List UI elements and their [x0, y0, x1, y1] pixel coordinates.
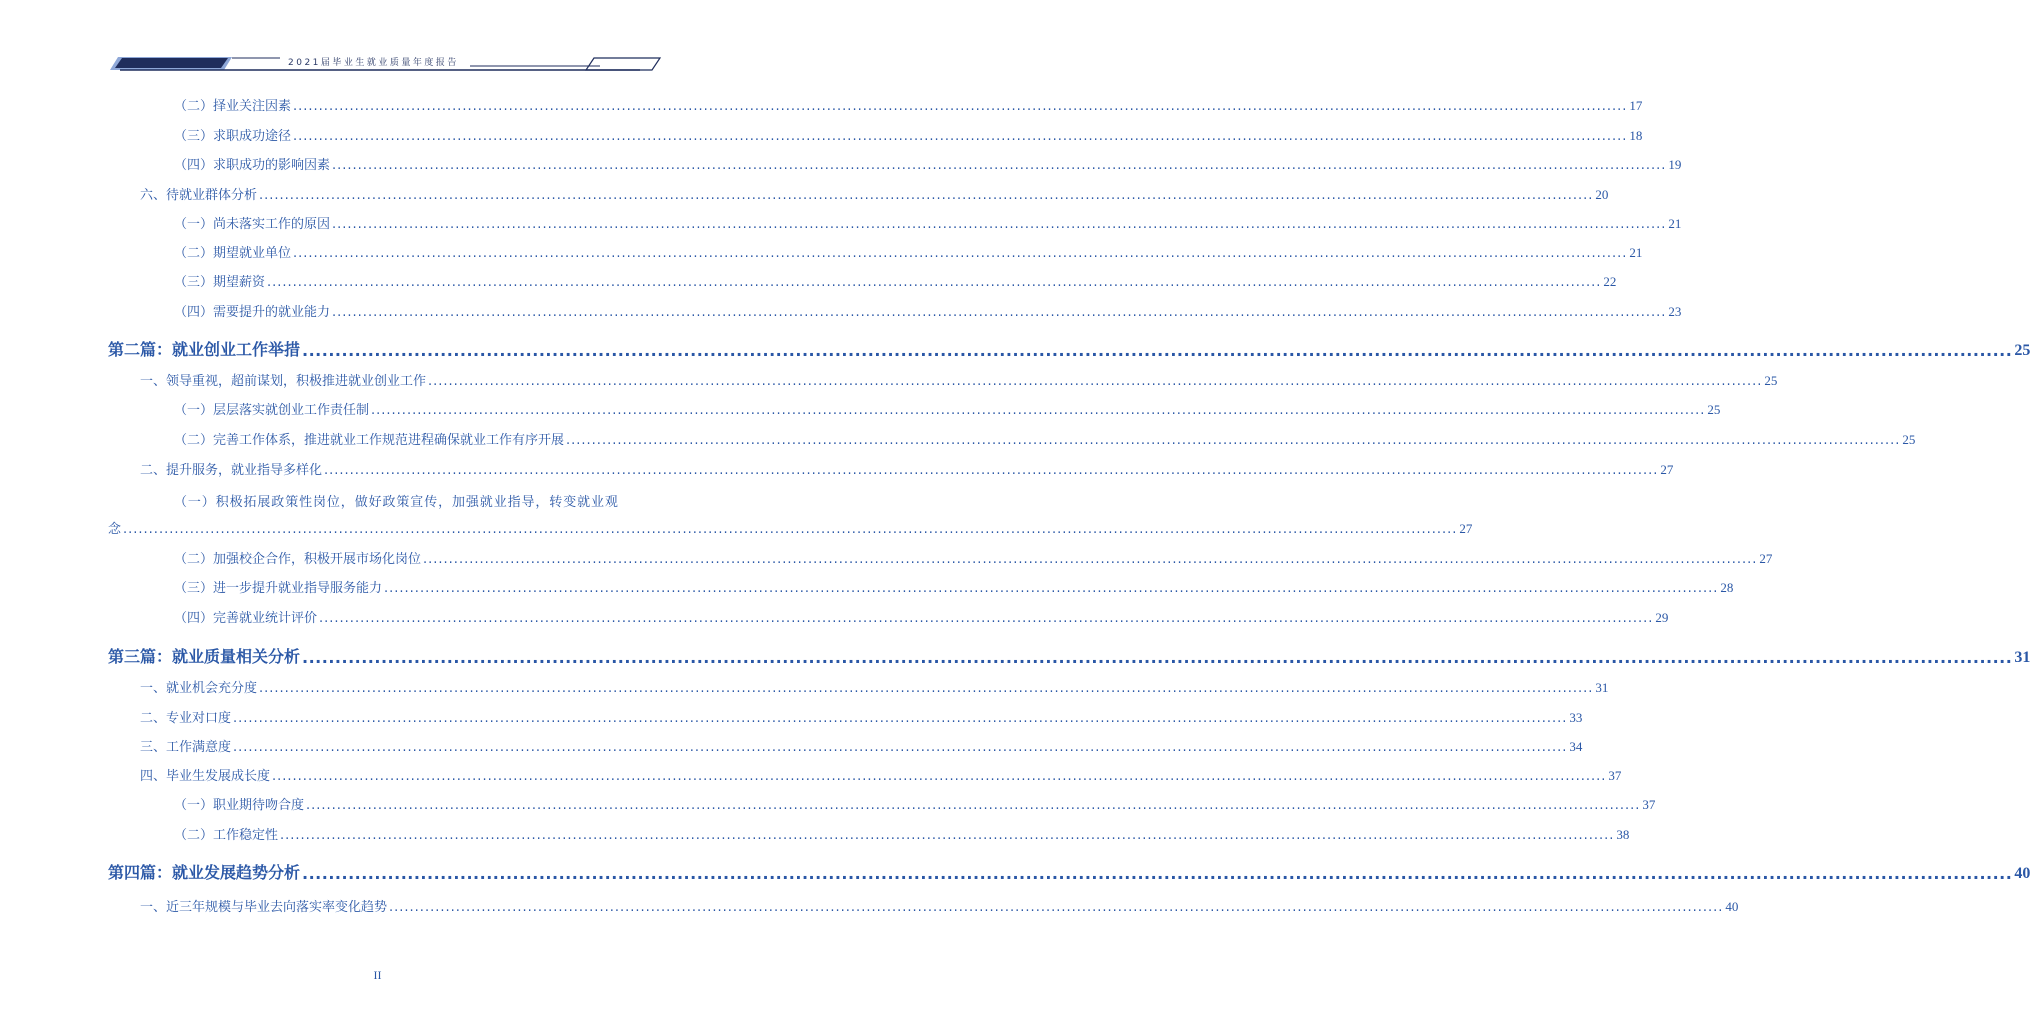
toc-entry-label: 二、专业对口度	[140, 711, 232, 726]
toc-entry-page: 27	[1759, 551, 1773, 566]
toc-entry[interactable]	[140, 897, 1739, 915]
toc-entry-label: 第二篇：就业创业工作举措	[108, 340, 301, 359]
header-title: 2021届毕业生就业质量年度报告	[288, 58, 459, 68]
toc-entry-page: 25	[1902, 432, 1916, 447]
toc-entry-label: （一）层层落实就创业工作责任制	[174, 403, 370, 418]
toc-leader-dots: ....................................................................................................................................................................................................................................................................	[233, 711, 1568, 726]
toc-entry-label: （二）择业关注因素	[174, 99, 292, 114]
toc-entry[interactable]	[174, 400, 1721, 418]
toc-entry[interactable]	[140, 185, 1609, 203]
toc-entry-label: （三）求职成功途径	[174, 129, 292, 144]
toc-entry[interactable]	[108, 861, 2030, 883]
toc-entry[interactable]	[174, 608, 1669, 626]
toc-entry-label: 三、工作满意度	[140, 740, 232, 755]
toc-entry[interactable]	[140, 737, 1583, 755]
toc-entry-page: 27	[1459, 521, 1473, 536]
toc-entry-label: （四）完善就业统计评价	[174, 611, 318, 626]
toc-entry[interactable]	[174, 126, 1643, 144]
toc-entry-label: 第三篇：就业质量相关分析	[108, 647, 301, 666]
toc-entry[interactable]	[174, 430, 1916, 448]
toc-entry-label: （一）尚未落实工作的原因	[174, 217, 331, 232]
toc-entry[interactable]	[174, 549, 1773, 567]
toc-entry-label: 二、提升服务，就业指导多样化	[140, 463, 323, 478]
toc-entry-page: 21	[1668, 216, 1682, 231]
page-header	[0, 0, 755, 80]
toc-entry-label: 一、近三年规模与毕业去向落实率变化趋势	[140, 900, 388, 915]
toc-entry[interactable]	[174, 825, 1630, 843]
toc-leader-dots: ....................................................................................................................................................................................................................................................................	[302, 341, 2013, 360]
toc-entry-page: 28	[1720, 580, 1734, 595]
toc-entry[interactable]	[140, 708, 1583, 726]
toc-entry-label: （二）加强校企合作，积极开展市场化岗位	[174, 552, 422, 567]
toc-leader-dots: ....................................................................................................................................................................................................................................................................	[428, 374, 1763, 389]
toc-leader-dots: ....................................................................................................................................................................................................................................................................	[319, 611, 1654, 626]
toc-entry-page: 40	[2014, 865, 2030, 882]
toc-entry-label: （二）期望就业单位	[174, 246, 292, 261]
toc-leader-dots: ....................................................................................................................................................................................................................................................................	[293, 99, 1628, 114]
toc-leader-dots: ....................................................................................................................................................................................................................................................................	[267, 275, 1602, 290]
toc-entry[interactable]	[140, 678, 1609, 696]
toc-leader-dots: ....................................................................................................................................................................................................................................................................	[233, 740, 1568, 755]
toc-leader-dots: ....................................................................................................................................................................................................................................................................	[259, 188, 1594, 203]
toc-leader-dots: ....................................................................................................................................................................................................................................................................	[384, 581, 1719, 596]
toc-entry-page: 18	[1629, 128, 1643, 143]
toc-entry-label: （二）完善工作体系，推进就业工作规范进程确保就业工作有序开展	[174, 433, 565, 448]
toc-entry-label: 第四篇：就业发展趋势分析	[108, 863, 301, 882]
toc-entry-page: 33	[1569, 710, 1583, 725]
toc-entry-page: 17	[1629, 98, 1643, 113]
toc-leader-dots: ....................................................................................................................................................................................................................................................................	[324, 463, 1659, 478]
toc-entry[interactable]	[174, 96, 1643, 114]
toc-entry-label: 念	[108, 522, 122, 537]
toc-leader-dots: ....................................................................................................................................................................................................................................................................	[302, 864, 2013, 883]
toc-entry-page: 21	[1629, 245, 1643, 260]
toc-leader-dots: ....................................................................................................................................................................................................................................................................	[332, 305, 1667, 320]
toc-leader-dots: ....................................................................................................................................................................................................................................................................	[293, 129, 1628, 144]
toc-entry-label: （四）求职成功的影响因素	[174, 158, 331, 173]
toc-wrapped-line: （一）积极拓展政策性岗位，做好政策宣传，加强就业指导，转变就业观	[174, 495, 619, 510]
toc-entry[interactable]	[174, 578, 1734, 596]
toc-entry-page: 29	[1655, 610, 1669, 625]
toc-leader-dots: ....................................................................................................................................................................................................................................................................	[123, 522, 1458, 537]
toc-entry[interactable]	[174, 302, 1682, 320]
toc-leader-dots: ....................................................................................................................................................................................................................................................................	[293, 246, 1628, 261]
toc-leader-dots: ....................................................................................................................................................................................................................................................................	[389, 900, 1724, 915]
toc-leader-dots: ....................................................................................................................................................................................................................................................................	[280, 828, 1615, 843]
toc-entry-page: 40	[1725, 899, 1739, 914]
toc-entry-page: 37	[1608, 768, 1622, 783]
toc-entry-label: （四）需要提升的就业能力	[174, 305, 331, 320]
toc-entry-page: 38	[1616, 827, 1630, 842]
toc-entry[interactable]	[174, 214, 1682, 232]
toc-entry[interactable]	[140, 460, 1674, 478]
toc-entry[interactable]	[108, 645, 2030, 667]
toc-leader-dots: ....................................................................................................................................................................................................................................................................	[302, 648, 2013, 667]
toc-entry-page: 25	[1764, 373, 1778, 388]
toc-entry[interactable]	[108, 338, 2030, 360]
toc-leader-dots: ....................................................................................................................................................................................................................................................................	[272, 769, 1607, 784]
toc-entry-label: 一、领导重视，超前谋划，积极推进就业创业工作	[140, 374, 427, 389]
toc-entry-label: （一）职业期待吻合度	[174, 798, 305, 813]
toc-leader-dots: ....................................................................................................................................................................................................................................................................	[332, 158, 1667, 173]
toc-leader-dots: ....................................................................................................................................................................................................................................................................	[423, 552, 1758, 567]
toc-entry-page: 37	[1642, 797, 1656, 812]
toc-entry-label: （三）进一步提升就业指导服务能力	[174, 581, 383, 596]
toc-entry-page: 23	[1668, 304, 1682, 319]
toc-leader-dots: ....................................................................................................................................................................................................................................................................	[371, 403, 1706, 418]
toc-entry-page: 25	[1707, 402, 1721, 417]
toc-entry[interactable]	[174, 795, 1656, 813]
toc-entry-page: 31	[1595, 680, 1609, 695]
toc-leader-dots: ....................................................................................................................................................................................................................................................................	[566, 433, 1901, 448]
toc-leader-dots: ....................................................................................................................................................................................................................................................................	[332, 217, 1667, 232]
toc-entry-page: 22	[1603, 274, 1617, 289]
toc-leader-dots: ....................................................................................................................................................................................................................................................................	[259, 681, 1594, 696]
toc-entry-page: 20	[1595, 187, 1609, 202]
header-decoration	[0, 0, 755, 80]
toc-entry-page: 25	[2014, 342, 2030, 359]
toc-entry-page: 19	[1668, 157, 1682, 172]
toc-entry-label: （二）工作稳定性	[174, 828, 279, 843]
toc-entry[interactable]	[140, 766, 1622, 784]
toc-entry[interactable]	[174, 243, 1643, 261]
toc-leader-dots: ....................................................................................................................................................................................................................................................................	[306, 798, 1641, 813]
toc-entry[interactable]	[174, 155, 1682, 173]
toc-entry-page: 34	[1569, 739, 1583, 754]
toc-entry-label: 六、待就业群体分析	[140, 188, 258, 203]
page-number: II	[373, 968, 382, 982]
toc-entry[interactable]	[108, 519, 1473, 537]
toc-entry-label: 一、就业机会充分度	[140, 681, 258, 696]
toc-entry-label: （三）期望薪资	[174, 275, 266, 290]
toc-entry-label: 四、毕业生发展成长度	[140, 769, 271, 784]
toc-entry-page: 27	[1660, 462, 1674, 477]
toc-entry-page: 31	[2014, 649, 2030, 666]
toc-entry[interactable]	[174, 272, 1617, 290]
toc-entry[interactable]	[140, 371, 1778, 389]
